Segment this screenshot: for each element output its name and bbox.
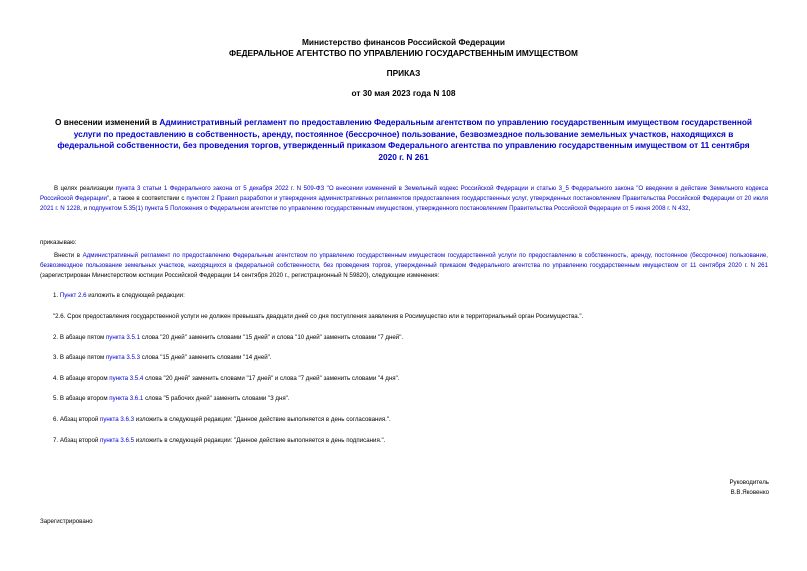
list-item: 3. В абзаце пятом пункта 3.5.3 слова "15 дней" заменить словами "14 дней".: [53, 354, 272, 361]
regulation-261-link[interactable]: Административный регламент по предоставлению Федеральным агентством по управлению государственным имуществом государственной услуги по предоставлению в собственность, аренду, постоянное (бессрочное) пользование, безвозмездное пользование земельных участков, находящихся в федеральной собственности, без проведения торгов, утвержденный приказом Федерального агентства по управлению государственным имуществом от 11 сентября 2020 г. N 261: [40, 252, 769, 270]
amendment-paragraph: [40, 251, 768, 282]
list-item: 7. Абзац второй пункта 3.6.5 изложить в следующей редакции: "Данное действие выполняется в день подписания.".: [53, 437, 386, 444]
agency-name: ФЕДЕРАЛЬНОЕ АГЕНТСТВО ПО УПРАВЛЕНИЮ ГОСУДАРСТВЕННЫМ ИМУЩЕСТВОМ: [229, 48, 578, 58]
registration-note: Зарегистрировано: [40, 518, 93, 525]
signatory-title: Руководитель: [729, 479, 769, 486]
list-item: 2. В абзаце пятом пункта 3.5.1 слова "20 дней" заменить словами "15 дней" и слова "10 дней" заменить словами "7 дней".: [53, 334, 404, 341]
item-link[interactable]: пункта 3.6.5: [100, 437, 135, 444]
regulation-432-link[interactable]: подпунктом 5.35(1) пункта 5 Положения о Федеральном агентстве по управлению государственным имуществом, утвержденного постановлением Правительства Российской Федерации от 5 июня 2008 г. N 432: [88, 205, 689, 213]
item-link[interactable]: пункта 3.5.1: [105, 334, 141, 341]
ordered-line: приказываю:: [40, 239, 77, 246]
intro-text: , и: [80, 205, 89, 213]
item-link[interactable]: пункта 3.5.4: [109, 375, 144, 382]
subject-prefix: О внесении изменений в: [54, 117, 160, 127]
item-link[interactable]: пункта 3.6.1: [109, 395, 144, 402]
document-date: от 30 мая 2023 года N 108: [351, 88, 456, 98]
amendment-text: Внести в: [54, 252, 83, 259]
intro-text: В целях реализации: [54, 185, 116, 192]
amendment-text: (зарегистрирован Министерством юстиции Российской Федерации 14 сентября 2020 г., регистрационный N 59820), следующие изменения:: [40, 272, 440, 280]
list-item: 6. Абзац второй пункта 3.6.3 изложить в следующей редакции: "Данное действие выполняется в день согласования.".: [53, 416, 391, 423]
intro-text: ,: [688, 205, 691, 213]
document-subject: [50, 117, 757, 163]
list-item: "2.6. Срок предоставления государственной услуги не должен превышать двадцати дней со дня поступления заявления в Росимущество или в территориальный орган Росимущества.".: [53, 313, 584, 320]
signatory-name: В.В.Яковенко: [730, 489, 769, 496]
list-item: 4. В абзаце втором пункта 3.5.4 слова "20 дней" заменить словами "17 дней" и слова "7 дней" заменить словами "4 дня".: [53, 375, 400, 382]
subject-regulation-link[interactable]: Административный регламент по предоставлению Федеральным агентством по управлению государственным имуществом государственной услуги по предоставлению в собственность, аренду, постоянное (бессрочное) пользование, безвозмездное пользование земельных участков, находящихся в федеральной собственности, без проведения торгов, утвержденный приказом Федерального агентства по управлению государственным имуществом от 11 сентября 2020 г. N 261: [57, 117, 753, 162]
document-type: ПРИКАЗ: [386, 68, 421, 78]
law-509-link[interactable]: пункта 3 статьи 1 Федерального закона от 5 декабря 2022 г. N 509-ФЗ "О внесении изменений в Земельный кодекс Российской Федерации и статью 3_5 Федерального закона "О введении в действие Земельного кодекса Российской Федерации": [40, 185, 769, 203]
rules-1228-link[interactable]: пунктом 2 Правил разработки и утверждения административных регламентов предоставления государственных услуг, утвержденных постановлением Правительства Российской Федерации от 20 июля 2021 г. N 1228: [40, 195, 768, 213]
list-item: 1. Пункт 2.6 изложить в следующей редакции:: [53, 292, 185, 299]
list-item: 5. В абзаце втором пункта 3.6.1 слова "5 рабочих дней" заменить словами "3 дня".: [53, 395, 290, 402]
item-link[interactable]: Пункт 2.6: [59, 292, 87, 299]
intro-paragraph: [40, 184, 768, 215]
item-link[interactable]: пункта 3.6.3: [100, 416, 135, 423]
ministry-name: Министерство финансов Российской Федерации: [301, 37, 506, 47]
intro-text: , а также в соответствии с: [109, 195, 187, 203]
item-link[interactable]: пункта 3.5.3: [105, 354, 141, 361]
